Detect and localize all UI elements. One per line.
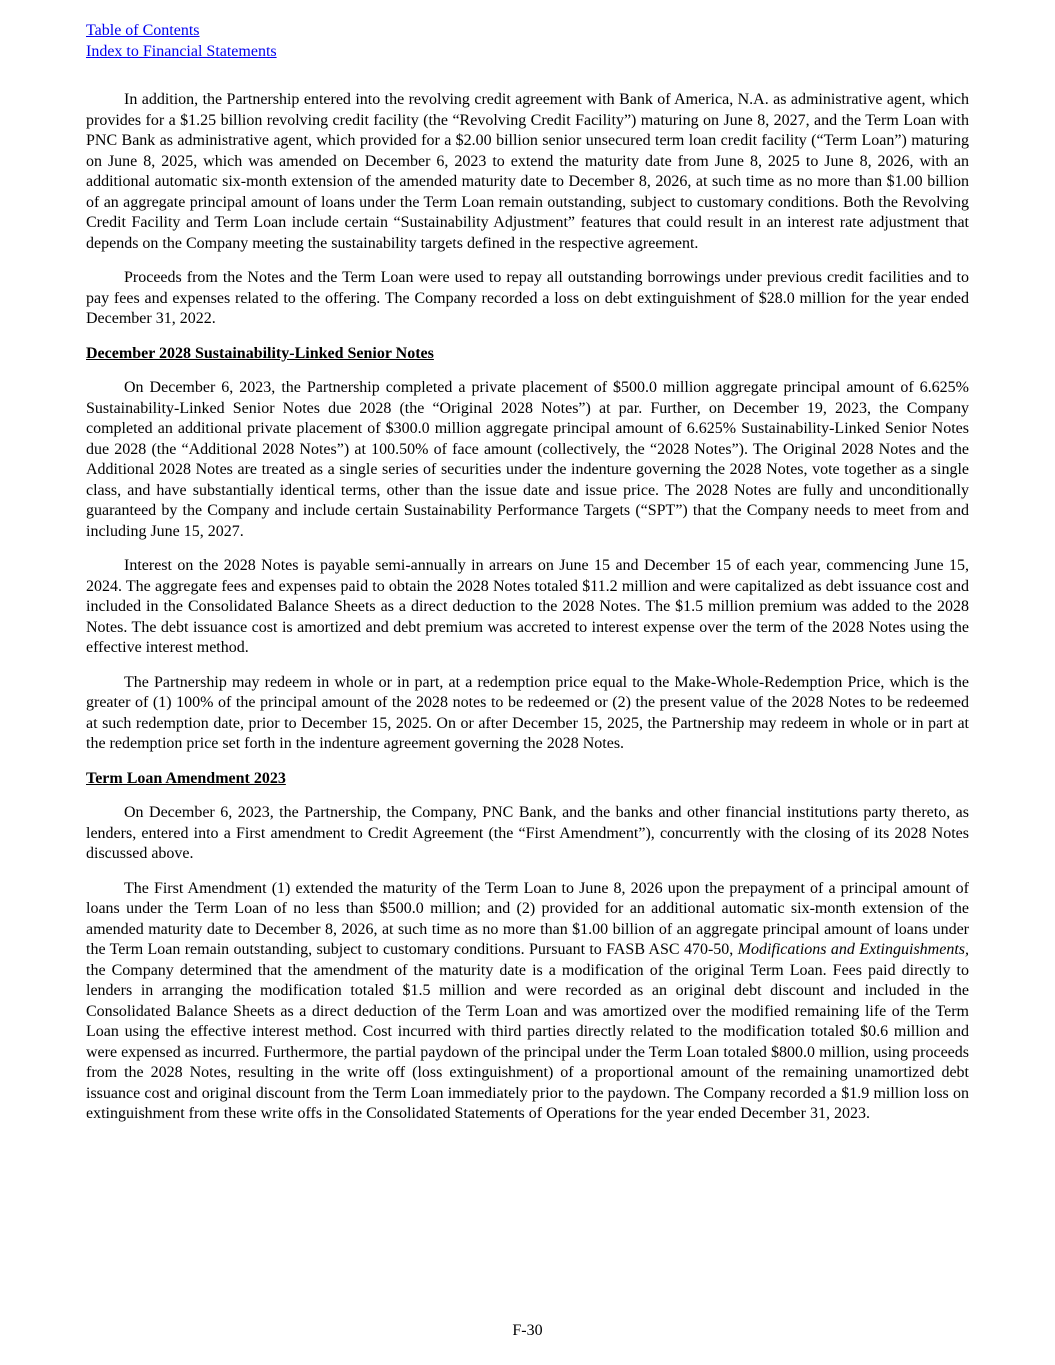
document-navigation: [86, 20, 277, 62]
proceeds-paragraph: Proceeds from the Notes and the Term Loan were used to repay all outstanding borrowings under previous credit facilities and to pay fees and expenses related to the offering. The Company recorded a loss on debt extinguishment of $28.0 million for the year ended December 31, 2022.: [86, 269, 969, 327]
first-amendment-details-paragraph: [86, 879, 969, 1125]
revolving-credit-paragraph: In addition, the Partnership entered into the revolving credit agreement with Bank of America, N.A. as administrative agent, which provides for a $1.25 billion revolving credit facility (the “Revolving Credit Facility”) maturing on June 8, 2027, and the Term Loan with PNC Bank as administrative agent, which provided for a $2.00 billion senior unsecured term loan credit facility (“Term Loan”) maturing on June 8, 2025, which was amended on December 6, 2023 to extend the maturity date from June 8, 2025 to June 8, 2026, with an additional automatic six-month extension of the amended maturity date to December 8, 2026, at such time as no more than $1.00 billion of an aggregate principal amount of loans under the Term Loan remain outstanding, subject to customary conditions. Both the Revolving Credit Facility and Term Loan include certain “Sustainability Adjustment” features that could result in an interest rate adjustment that depends on the Company meeting the sustainability targets defined in the respective agreement.: [86, 91, 969, 252]
asc-topic-title: Modifications and Extinguishments,: [737, 941, 969, 958]
document-body: [86, 90, 969, 1139]
table-of-contents-link[interactable]: Table of Contents: [86, 22, 200, 39]
first-amendment-details-text-end: the Company determined that the amendment of the maturity date is a modification of the original Term Loan. Fees paid directly to lenders in arranging the modification totaled $1.5 million and were recorded as an original debt discount and included in the Consolidated Balance Sheets as a direct deduction of the Term Loan and was amortized over the modified remaining life of the Term Loan using the effective interest method. Cost incurred with third parties directly related to the modification totaled $0.6 million and were expensed as incurred. Furthermore, the partial paydown of the principal under the Term Loan totaled $800.0 million, using proceeds from the 2028 Notes, resulting in the write off (loss extinguishment) of a proportional amount of the remaining unamortized debt issuance cost and original discount from the Term Loan immediately prior to the paydown. The Company recorded a $1.9 million loss on extinguishment from these write offs in the Consolidated Statements of Operations for the year ended December 31, 2023.: [86, 961, 969, 1122]
senior-notes-heading: December 2028 Sustainability-Linked Senior Notes: [86, 344, 434, 362]
private-placement-paragraph: On December 6, 2023, the Partnership completed a private placement of $500.0 million aggregate principal amount of 6.625% Sustainability-Linked Senior Notes due 2028 (the “Original 2028 Notes”) at par. Further, on December 19, 2023, the Company completed an additional private placement of $300.0 million aggregate principal amount of 6.625% Sustainability-Linked Senior Notes due 2028 (the “Additional 2028 Notes”) at 100.50% of face amount (collectively, the “2028 Notes”). The Original 2028 Notes and the Additional 2028 Notes are treated as a single series of securities under the indenture governing the 2028 Notes, vote together as a single class, and have substantially identical terms, other than the issue date and issue price. The 2028 Notes are fully and unconditionally guaranteed by the Company and include certain Sustainability Performance Targets (“SPT”) that the Company needs to meet from and including June 15, 2027.: [86, 379, 969, 540]
interest-paragraph: Interest on the 2028 Notes is payable semi-annually in arrears on June 15 and December 15 of each year, commencing June 15, 2024. The aggregate fees and expenses paid to obtain the 2028 Notes totaled $11.2 million and were capitalized as debt issuance cost and included in the Consolidated Balance Sheets as a direct deduction to the 2028 Notes. The $1.5 million premium was added to the 2028 Notes. The debt issuance cost is amortized and debt premium was accreted to interest expense over the term of the 2028 Notes using the effective interest method.: [86, 557, 969, 656]
index-to-financial-statements-link[interactable]: Index to Financial Statements: [86, 43, 277, 60]
redemption-paragraph: The Partnership may redeem in whole or in part, at a redemption price equal to the Make-Whole-Redemption Price, which is the greater of (1) 100% of the principal amount of the 2028 notes to be redeemed or (2) the present value of the 2028 Notes to be redeemed at such redemption date, prior to December 15, 2025. On or after December 15, 2025, the Partnership may redeem in whole or in part at the redemption price set forth in the indenture agreement governing the 2028 Notes.: [86, 673, 969, 752]
page-number: F-30: [512, 1322, 543, 1339]
first-amendment-intro-paragraph: On December 6, 2023, the Partnership, the Company, PNC Bank, and the banks and other financial institutions party thereto, as lenders, entered into a First amendment to Credit Agreement (the “First Amendment”), concurrently with the closing of its 2028 Notes discussed above.: [86, 804, 969, 862]
term-loan-amendment-heading: Term Loan Amendment 2023: [86, 769, 286, 787]
first-amendment-details-text-start: The First Amendment (1) extended the maturity of the Term Loan to June 8, 2026 upon the prepayment of a principal amount of loans under the Term Loan of no less than $500.0 million; and (2) provided for an additional automatic six-month extension of the amended maturity date to December 8, 2026, at such time as no more than $1.00 billion of an aggregate principal amount of loans under the Term Loan remain outstanding, subject to customary conditions. Pursuant to FASB ASC 470-50,: [86, 879, 969, 958]
